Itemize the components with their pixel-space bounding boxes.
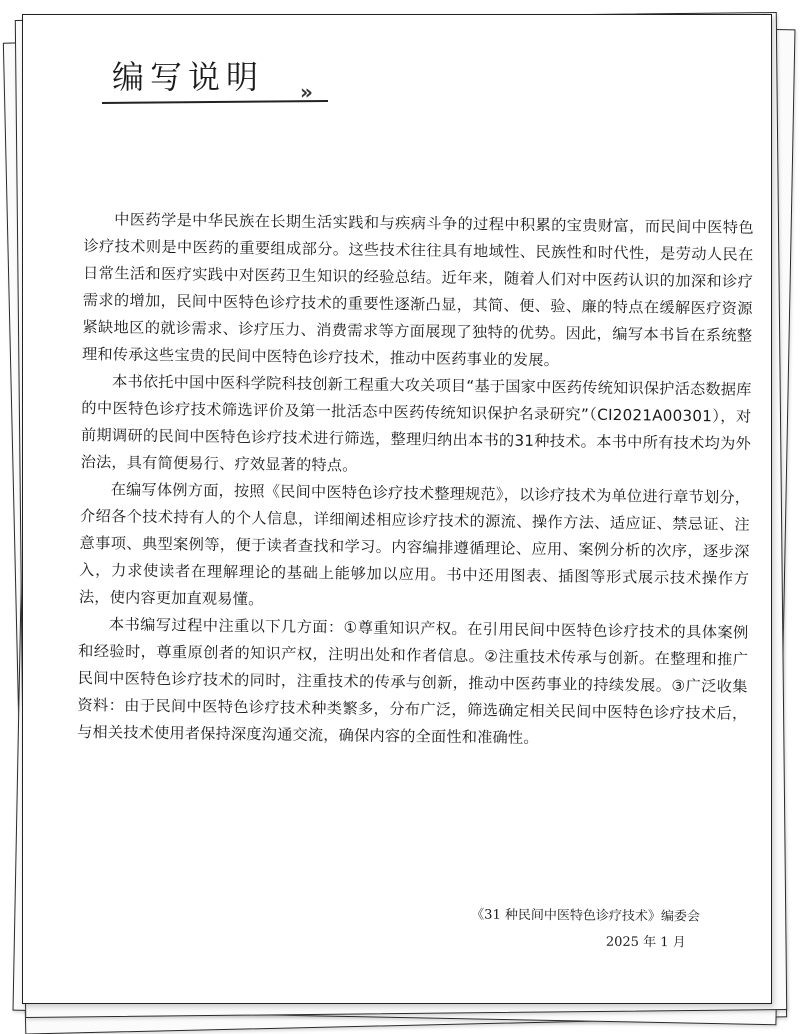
paragraph-intro: 中医药学是中华民族在长期生活实践和与疾病斗争的过程中积累的宝贵财富，而民间中医特色诊疗技术则是中医药的重要组成部分。这些技术往往具有地域性、民族性和时代性，是劳动人民在日常生活和医疗实践中对医药卫生知识的经验总结。近年来，随着人们对中医药认识的加深和诊疗需求的增加，民间中医特色诊疗技术的重要性逐渐凸显，其简、便、验、廉的特点在缓解医疗资源紧缺地区的就诊需求、诊疗压力、消费需求等方面展现了独特的优势。因此，编写本书旨在系统整理和传承这些宝贵的民间中医特色诊疗技术，推动中医药事业的发展。: [81, 210, 754, 370]
signoff: [410, 902, 700, 957]
page-title: 编写说明: [112, 58, 265, 96]
paragraph-project-basis: 本书依托中国中医科学院科技创新工程重大攻关项目“基于国家中医药传统知识保护活态数据库的中医特色诊疗技术筛选评价及第一批活态中医药传统知识保护名录研究”（CI2021A00301），对前期调研的民间中医特色诊疗技术进行筛选，整理归纳出本书的31种技术。本书中所有技术均为外治法，具有简便易行、疗效显著的特点。: [80, 372, 752, 475]
double-chevron-icon: »: [300, 80, 309, 104]
paragraph-structure: 在编写体例方面，按照《民间中医特色诊疗技术整理规范》，以诊疗技术为单位进行章节划分，介绍各个技术持有人的个人信息，详细阐述相应诊疗技术的源流、操作方法、适应证、禁忌证、注意事项、典型案例等，便于读者查找和学习。内容编排遵循理论、应用、案例分析的次序，逐步深入，力求使读者在理解理论的基础上能够加以应用。书中还用图表、插图等形式展示技术操作方法，使内容更加直观易懂。: [78, 480, 751, 609]
body-text: [77, 206, 754, 755]
signoff-date: 2025 年 1 月: [605, 934, 686, 951]
paragraph-principles: 本书编写过程中注重以下几方面：①尊重知识产权。在引用民间中医特色诊疗技术的具体案例和经验时，尊重原创者的知识产权，注明出处和作者信息。②注重技术传承与创新。在整理和推广民间中医特色诊疗技术的同时，注重技术的传承与创新，推动中医药事业的持续发展。③广泛收集资料：由于民间中医特色诊疗技术种类繁多，分布广泛，筛选确定相关民间中医特色诊疗技术后，与相关技术使用者保持深度沟通交流，确保内容的全面性和准确性。: [76, 615, 749, 747]
editorial-committee: 《31 种民间中医特色诊疗技术》编委会: [471, 907, 700, 925]
